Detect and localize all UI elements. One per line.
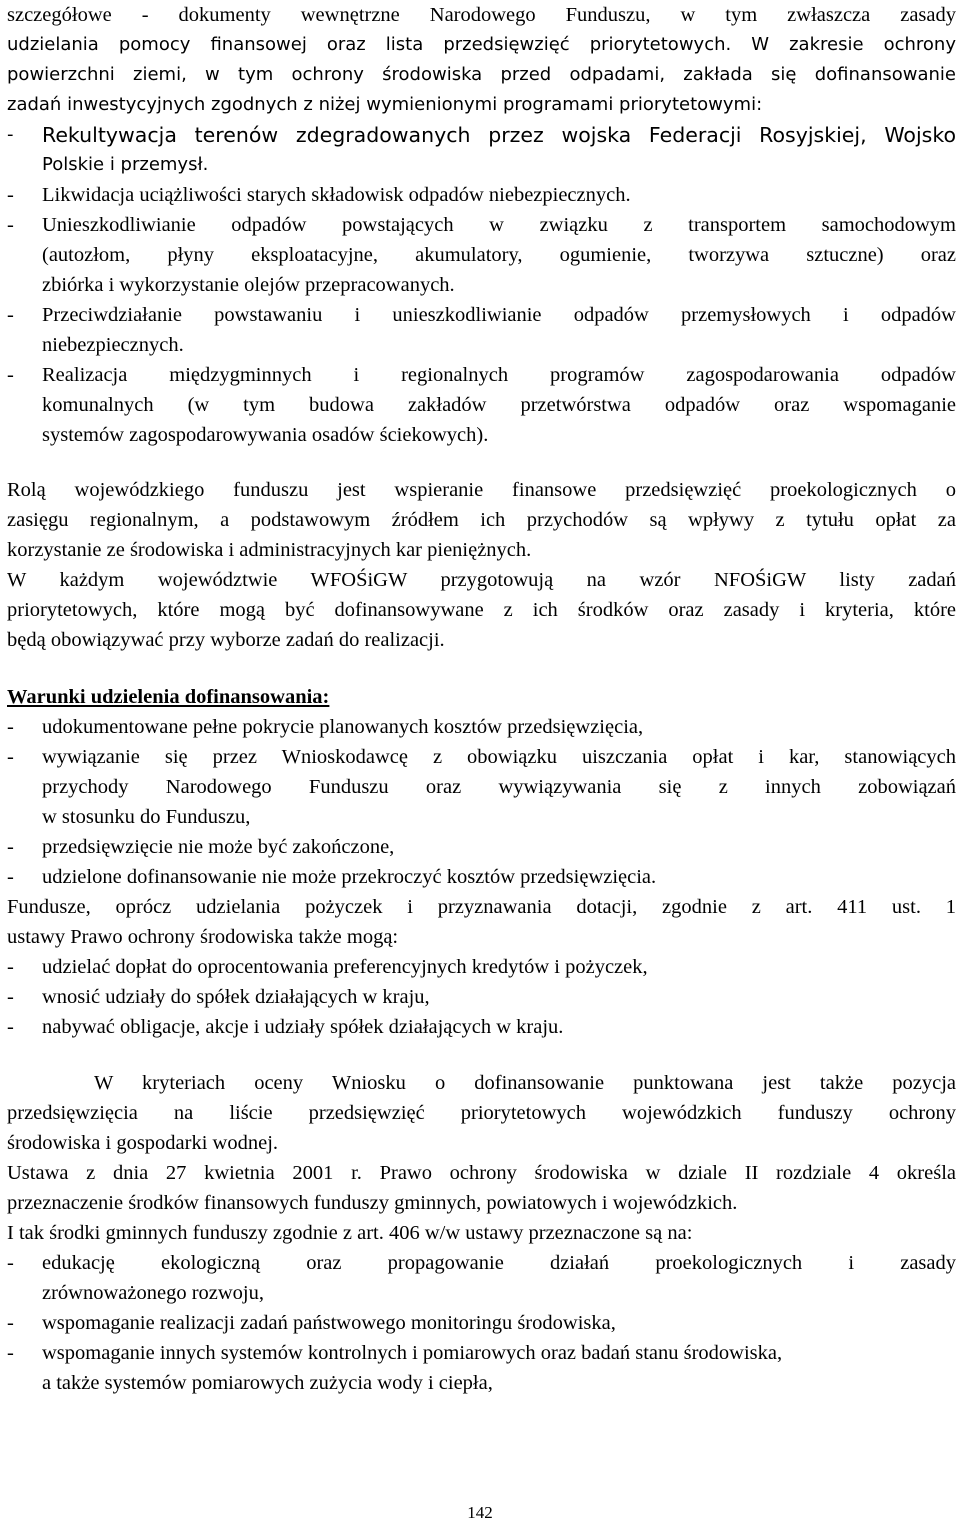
text-line: udzielania pomocy finansowej oraz lista przedsięwzięć priorytetowych. W zakresie ochrony xyxy=(7,34,956,55)
list-item-text: komunalnych (w tym budowa zakładów przetwórstwa odpadów oraz wspomaganie xyxy=(42,394,956,416)
list-item-text: udokumentowane pełne pokrycie planowanych kosztów przedsięwzięcia, xyxy=(42,716,644,738)
list-dash: - xyxy=(7,956,14,978)
list-dash: - xyxy=(7,1342,14,1364)
list-item xyxy=(7,742,956,772)
list-item xyxy=(7,1308,956,1338)
list-dash: - xyxy=(7,836,14,858)
list-dash: - xyxy=(7,716,14,738)
list-item-text: wspomaganie realizacji zadań państwowego monitoringu środowiska, xyxy=(42,1312,616,1334)
list-item xyxy=(7,712,956,742)
text-line: Fundusze, oprócz udzielania pożyczek i przyznawania dotacji, zgodnie z art. 411 ust. 1 xyxy=(7,896,956,918)
text-line: zadań inwestycyjnych zgodnych z niżej wymienionymi programami priorytetowymi: xyxy=(7,94,763,115)
text-line: powierzchni ziemi, w tym ochrony środowiska przed odpadami, zakłada się dofinansowanie xyxy=(7,64,956,85)
list-item-text: zrównoważonego rozwoju, xyxy=(42,1282,265,1304)
list-item-text: Rekultywacja terenów zdegradowanych przez wojska Federacji Rosyjskiej, Wojsko xyxy=(42,123,956,147)
text-line: W każdym województwie WFOŚiGW przygotowują na wzór NFOŚiGW listy zadań xyxy=(7,569,956,591)
list-item-text: w stosunku do Funduszu, xyxy=(42,806,251,828)
list-item xyxy=(7,120,956,150)
text-line: zasięgu regionalnym, a podstawowym źródłem ich przychodów są wpływy z tytułu opłat za xyxy=(7,509,956,531)
list-item-text: Likwidacja uciążliwości starych składowisk odpadów niebezpiecznych. xyxy=(42,184,631,206)
list-item xyxy=(7,180,956,210)
list-dash: - xyxy=(7,304,14,326)
list-item xyxy=(7,862,956,892)
list-dash: - xyxy=(7,866,14,888)
text-line: przeznaczenie środków finansowych funduszy gminnych, powiatowych i wojewódzkich. xyxy=(7,1192,738,1214)
list-item-text: udzielone dofinansowanie nie może przekroczyć kosztów przedsięwzięcia. xyxy=(42,866,657,888)
list-item-text: przedsięwzięcie nie może być zakończone, xyxy=(42,836,395,858)
list-item-text: zbiórka i wykorzystanie olejów przepracowanych. xyxy=(42,274,455,296)
list-dash: - xyxy=(7,364,14,386)
list-item-text: niebezpiecznych. xyxy=(42,334,184,356)
list-dash: - xyxy=(7,184,14,206)
list-dash: - xyxy=(7,214,14,236)
list-dash: - xyxy=(7,986,14,1008)
list-item xyxy=(7,1012,956,1042)
text-line: I tak środki gminnych funduszy zgodnie z art. 406 w/w ustawy przeznaczone są na: xyxy=(7,1222,693,1244)
list-item-text: nabywać obligacje, akcje i udziały spółek działających w kraju. xyxy=(42,1016,564,1038)
list-dash: - xyxy=(7,746,14,768)
list-item-text: wywiązanie się przez Wnioskodawcę z obowiązku uiszczania opłat i kar, stanowiących xyxy=(42,746,956,768)
list-dash: - xyxy=(7,1312,14,1334)
list-item xyxy=(7,1338,956,1368)
text-line: przedsięwzięcia na liście przedsięwzięć priorytetowych wojewódzkich funduszy ochrony xyxy=(7,1102,956,1124)
list-item xyxy=(7,952,956,982)
text-line: ustawy Prawo ochrony środowiska także mogą: xyxy=(7,926,399,948)
list-item xyxy=(7,210,956,240)
list-item-text: Unieszkodliwianie odpadów powstających w związku z transportem samochodowym xyxy=(42,214,956,236)
text-line: szczegółowe - dokumenty wewnętrzne Narodowego Funduszu, w tym zwłaszcza zasady xyxy=(7,4,956,26)
text-line: Rolą wojewódzkiego funduszu jest wspieranie finansowe przedsięwzięć proekologicznych o xyxy=(7,479,956,501)
text-line: W kryteriach oceny Wniosku o dofinansowanie punktowana jest także pozycja xyxy=(94,1072,956,1094)
list-dash: - xyxy=(7,124,14,145)
list-item-text: systemów zagospodarowywania osadów ściekowych). xyxy=(42,424,489,446)
list-item-text: (autozłom, płyny eksploatacyjne, akumulatory, ogumienie, tworzywa sztuczne) oraz xyxy=(42,244,956,266)
list-item-text: Polskie i przemysł. xyxy=(42,154,209,175)
list-item xyxy=(7,832,956,862)
list-item xyxy=(7,982,956,1012)
list-item-text: wspomaganie innych systemów kontrolnych i pomiarowych oraz badań stanu środowiska, xyxy=(42,1342,783,1364)
list-item xyxy=(7,1248,956,1278)
list-item-text: wnosić udziały do spółek działających w kraju, xyxy=(42,986,430,1008)
text-line: korzystanie ze środowiska i administracyjnych kar pieniężnych. xyxy=(7,539,532,561)
list-item-text: Przeciwdziałanie powstawaniu i unieszkodliwianie odpadów przemysłowych i odpadów xyxy=(42,304,956,326)
list-item-text: a także systemów pomiarowych zużycia wody i ciepła, xyxy=(42,1372,493,1394)
text-line: priorytetowych, które mogą być dofinansowywane z ich środków oraz zasady i kryteria, które xyxy=(7,599,956,621)
text-line: Ustawa z dnia 27 kwietnia 2001 r. Prawo ochrony środowiska w dziale II rozdziale 4 określa xyxy=(7,1162,956,1184)
section-heading: Warunki udzielenia dofinansowania: xyxy=(7,686,330,708)
list-item-text: Realizacja międzygminnych i regionalnych programów zagospodarowania odpadów xyxy=(42,364,956,386)
list-item-text: edukację ekologiczną oraz propagowanie działań proekologicznych i zasady xyxy=(42,1252,956,1274)
list-item xyxy=(7,300,956,330)
list-item xyxy=(7,360,956,390)
list-item-text: przychody Narodowego Funduszu oraz wywiązywania się z innych zobowiązań xyxy=(42,776,956,798)
list-dash: - xyxy=(7,1252,14,1274)
text-line: środowiska i gospodarki wodnej. xyxy=(7,1132,279,1154)
list-dash: - xyxy=(7,1016,14,1038)
list-item-text: udzielać dopłat do oprocentowania preferencyjnych kredytów i pożyczek, xyxy=(42,956,648,978)
page-number: 142 xyxy=(467,1503,493,1522)
text-line: będą obowiązywać przy wyborze zadań do realizacji. xyxy=(7,629,445,651)
